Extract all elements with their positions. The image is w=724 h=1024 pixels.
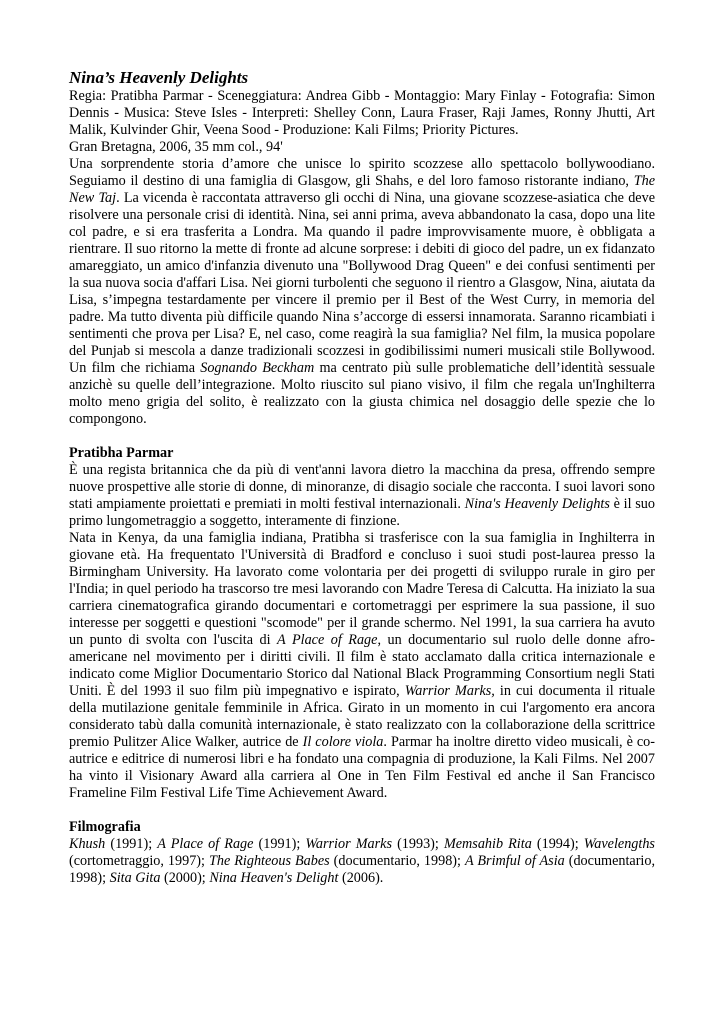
intro-text: È una regista britannica che da più di vent'anni lavora dietro la macchina da presa, offrendo sempre nuove prospettive alle storie di donne, di minoranze, di disagio sociale che racconta. I suoi lavori sono stati ampiamente proiettati e premiati in molti festival internazionali. <box>69 462 655 512</box>
filmography-title: Memsahib Rita <box>443 836 532 852</box>
filmography-title: Nina Heaven's Delight <box>209 870 339 886</box>
filmography-note: (1991); <box>105 836 158 852</box>
filmography-note: (cortometraggio, 1997); <box>69 853 209 869</box>
filmography-title: Khush <box>69 836 106 852</box>
filmography-title: Warrior Marks <box>305 836 392 852</box>
bio-text: carriera al One in Ten Film Festival ed anche il San Francisco Frameline Film Festival Life Time Achievement Award. <box>69 768 655 801</box>
film-title-ref: Warrior Marks, <box>404 683 495 699</box>
filmography-list <box>69 836 655 887</box>
filmography-title: A Brimful of Asia <box>464 853 565 869</box>
filmography-title: Wavelengths <box>583 836 655 852</box>
filmography-title: A Place of Rage <box>157 836 254 852</box>
document-body <box>69 68 655 887</box>
intro-text: è il suo primo lungometraggio a soggetto, interamente di finzione. <box>69 496 655 529</box>
director-intro <box>69 462 655 530</box>
director-bio <box>69 530 655 802</box>
book-title-ref: Il colore viola <box>302 734 384 750</box>
director-heading: Pratibha Parmar <box>69 445 174 461</box>
filmography-title: Sita Gita <box>109 870 161 886</box>
filmography-note: (2006). <box>338 870 384 886</box>
film-credits: Regia: Pratibha Parmar - Sceneggiatura: Andrea Gibb - Montaggio: Mary Finlay - Fotografia: Simon Dennis - Musica: Steve Isles - Interpreti: Shelley Conn, Laura Fraser, Raji James, Ronny Jhutti, Art Malik, Kulvinder Ghir, Veena Sood - Produzione: Kali Films; Priority Pictures. <box>69 88 655 138</box>
synopsis-text: Una sorprendente storia d’amore che unisce lo spirito scozzese allo spettacolo bollywoodiano. Seguiamo il destino di una famiglia di Glasgow, gli Shahs, e del loro famoso ristorante indiano, <box>69 156 655 189</box>
bio-text: . Parmar ha inoltre diretto video musicali, è co-autrice e editrice di numerosi libri e ha fondato una compagnia di produzione, la Kali Films. Nel 2007 ha vinto il Visionary Award alla <box>69 734 655 784</box>
filmography-note: (1993); <box>391 836 444 852</box>
filmography-note: (1991); <box>253 836 306 852</box>
filmography-note: (1994); <box>531 836 584 852</box>
film-synopsis <box>69 156 655 428</box>
bio-text: Nata in Kenya, da una famiglia indiana, Pratibha si trasferisce con la sua famiglia in Inghilterra in giovane età. Ha frequentato l'Università di Bradford e concluso i suoi studi post-laurea presso la Birmingham University. Ha lavorato come volontaria per dei progetti di sviluppo rurale in giro per l'India; in quel periodo ha trascorso tre mesi lavorando con Madre Teresa di Calcutta. Ha iniziato la sua carriera cinematografica girando documentari e cortometraggi per esprimere la sua passione, il suo interesse per soggetti e questioni "scomode" per il grande schermo. Nel 1991, la sua carriera ha avuto un punto di svolta con l'uscita di <box>69 530 655 648</box>
synopsis-text: . La vicenda è raccontata attraverso gli occhi di Nina, una giovane scozzese-asiatica che deve risolvere una personale crisi di identità. Nina, sei anni prima, aveva abbandonato la casa, dopo una lite col padre, e si era trasferita a Londra. Ma quando il padre improvvisamente muore, è obbligata a rientrare. Il suo ritorno la mette di fronte ad alcune sorprese: i debiti di gioco del padre, un ex fidanzato amareggiato, un amico d'infanzia divenuto una "Bollywood Drag Queen" e dei confusi sentimenti per la sua nuova socia d'affari Lisa. Nei giorni turbolenti che seguono il rientro a Glasgow, Nina, aiutata da Lisa, s’impegna testardamente per vincere il premio per il Best of the West Curry, in memoria del padre. Ma tutto diventa più difficile quando Nina s’accorge di essersi innamorata. Saranno ricambiati i sentimenti che prova per Lisa? E, nel caso, come reagirà la sua famiglia? Nel film, la musica popolare del Punjab si mescola a danze tradizionali scozzesi in godibilissimi numeri musicali stile Bollywood. Un film che richiama <box>69 190 655 376</box>
spacer <box>69 428 655 445</box>
filmography-note: (documentario, 1998); <box>69 853 656 886</box>
restaurant-name: The New Taj <box>69 173 655 206</box>
bio-text: in cui documenta il rituale della mutilazione genitale femminile in Africa. Girato in un momento in cui l'argomento era ancora considerato tabù dalla comunità internazionale, è stato realizzato con la collaborazione della scrittrice premio Pulitzer Alice Walker, autrice de <box>69 683 655 750</box>
filmography-note: (2000); <box>160 870 210 886</box>
filmography-title: The Righteous Babes <box>208 853 330 869</box>
film-title-ref: Nina's Heavenly Delights <box>464 496 610 512</box>
film-info: Gran Bretagna, 2006, 35 mm col., 94' <box>69 139 283 155</box>
film-title: Nina’s Heavenly Delights <box>69 68 249 87</box>
filmography-heading: Filmografia <box>69 819 141 835</box>
bio-text: , un documentario sul ruolo delle donne afro-americane nel movimento per i diritti civili. Il film è stato acclamato dalla critica internazionale e indicato come Miglior Documentario Storico dal National Black Programming Consortium negli Stati Uniti. È del 1993 il suo film più impegnativo e ispirato, <box>69 632 655 699</box>
filmography-note: (documentario, 1998); <box>329 853 465 869</box>
synopsis-text: ma centrato più sulle problematiche dell’identità sessuale anzichè su quelle dell’integrazione. Molto riuscito sul piano visivo, il film che regala un'Inghilterra molto meno grigia del solito, è realizzato con la giusta chimica nel dosaggio delle spezie che lo compongono. <box>69 360 655 427</box>
film-title-ref: A Place of Rage <box>277 632 378 648</box>
spacer <box>69 802 655 819</box>
referenced-film-title: Sognando Beckham <box>200 360 315 376</box>
